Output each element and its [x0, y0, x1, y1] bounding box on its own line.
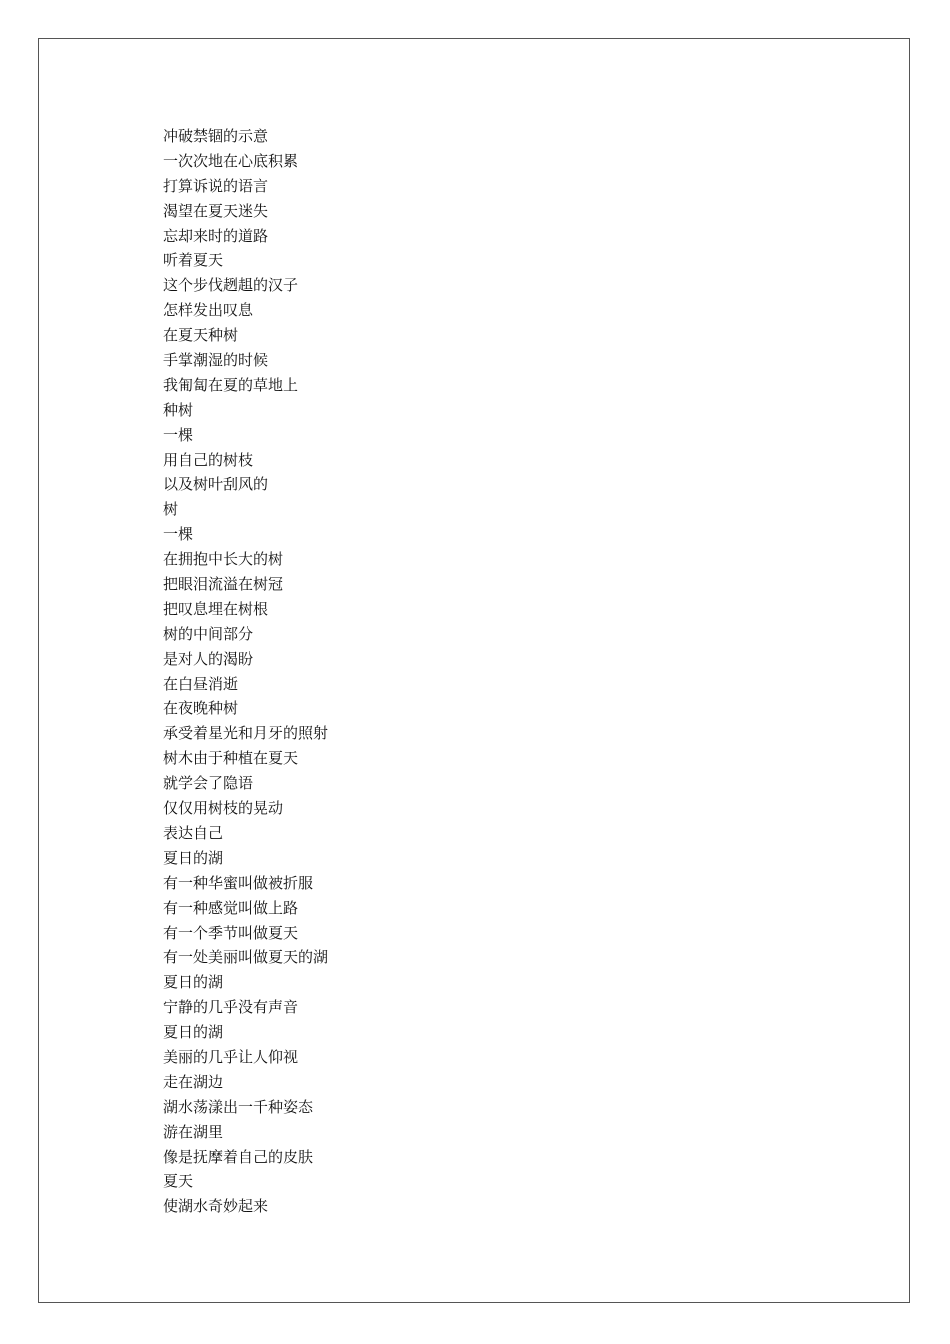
poem-line: 是对人的渴盼 [163, 649, 254, 668]
poem-line: 把眼泪流溢在树冠 [163, 575, 284, 594]
poem-line: 走在湖边 [163, 1072, 224, 1091]
poem-line: 像是抚摩着自己的皮肤 [163, 1147, 314, 1166]
poem-line: 承受着星光和月牙的照射 [163, 724, 329, 743]
poem-line: 宁静的几乎没有声音 [163, 998, 299, 1017]
poem-line: 仅仅用树枝的晃动 [163, 799, 284, 818]
poem-line: 美丽的几乎让人仰视 [163, 1047, 299, 1066]
poem-line: 以及树叶刮风的 [163, 475, 269, 494]
poem-line: 把叹息埋在树根 [163, 599, 269, 618]
poem-line: 有一种感觉叫做上路 [163, 898, 299, 917]
poem-line: 树木由于种植在夏天 [163, 749, 299, 768]
poem-line: 怎样发出叹息 [163, 301, 254, 320]
poem-line: 用自己的树枝 [163, 450, 254, 469]
poem-line: 湖水荡漾出一千种姿态 [163, 1097, 314, 1116]
poem-text [163, 124, 328, 1219]
poem-line: 渴望在夏天迷失 [163, 201, 269, 220]
poem-line: 忘却来时的道路 [163, 226, 269, 245]
poem-line: 夏日的湖 [163, 1023, 224, 1042]
poem-line: 手掌潮湿的时候 [163, 351, 269, 370]
poem-line: 一棵 [163, 525, 194, 544]
poem-line: 冲破禁锢的示意 [163, 127, 269, 145]
poem-line: 树的中间部分 [163, 624, 254, 643]
poem-line: 在拥抱中长大的树 [163, 550, 284, 569]
poem-line: 这个步伐趔趄的汉子 [163, 276, 299, 295]
poem-line: 有一个季节叫做夏天 [163, 923, 299, 942]
poem-line: 在夏天种树 [163, 326, 239, 345]
poem-line: 一棵 [163, 425, 194, 444]
poem-line: 种树 [163, 400, 194, 419]
poem-line: 就学会了隐语 [163, 774, 254, 793]
poem-line: 听着夏天 [163, 251, 224, 270]
poem-line: 一次次地在心底积累 [163, 151, 299, 170]
poem-line: 在夜晚种树 [163, 699, 239, 718]
poem-line: 夏日的湖 [163, 973, 224, 992]
poem-line: 夏天 [163, 1172, 194, 1191]
poem-line: 使湖水奇妙起来 [163, 1197, 269, 1216]
poem-line: 在白昼消逝 [163, 674, 239, 693]
poem-line: 我匍匐在夏的草地上 [163, 375, 299, 394]
poem-line: 有一种华蜜叫做被折服 [163, 873, 314, 892]
poem-line: 树 [163, 500, 179, 519]
poem-line: 打算诉说的语言 [163, 176, 269, 195]
poem-line: 夏日的湖 [163, 848, 224, 867]
poem-line: 表达自己 [163, 823, 224, 842]
poem-line: 有一处美丽叫做夏天的湖 [163, 948, 329, 967]
poem-line: 游在湖里 [163, 1122, 224, 1141]
